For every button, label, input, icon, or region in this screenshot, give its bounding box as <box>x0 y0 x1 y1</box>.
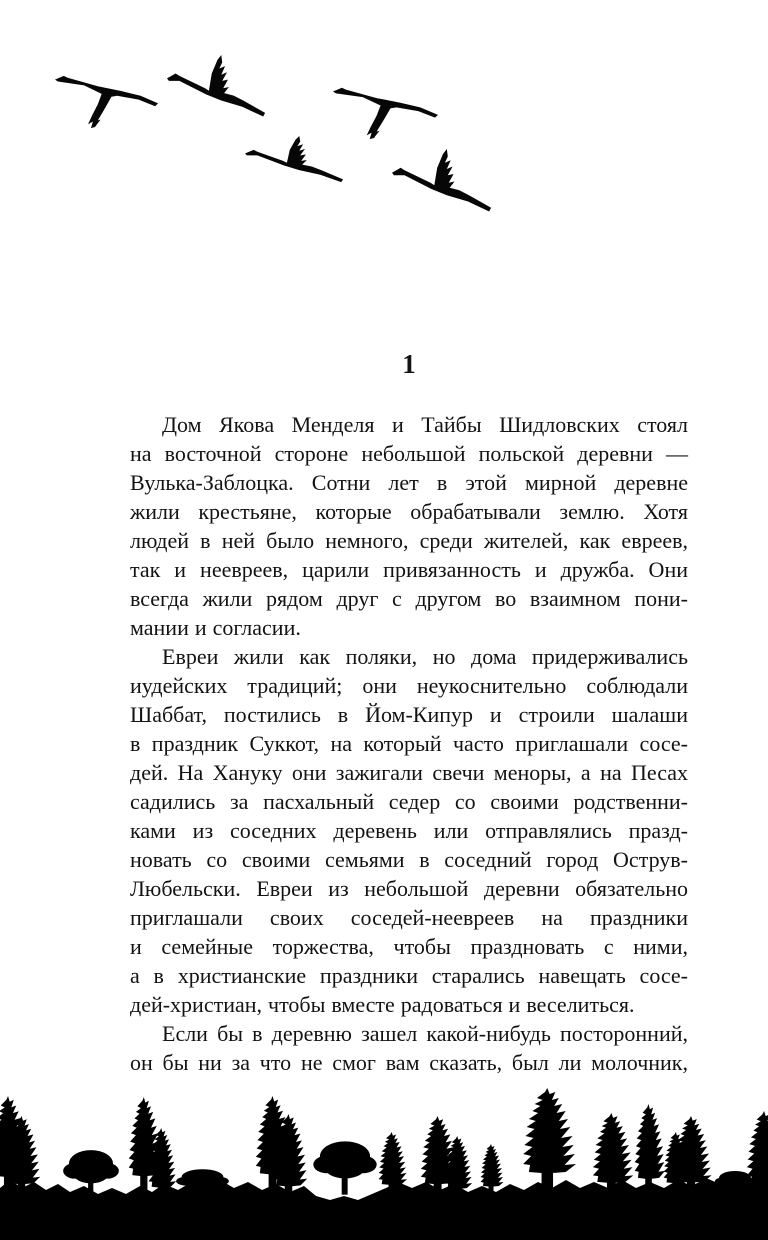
crane-wings-up-icon <box>245 136 345 184</box>
text-line: иудейских традиций; они неукоснительно соблюдали <box>130 673 688 698</box>
undergrowth <box>0 1176 768 1240</box>
crane-wings-up-icon <box>392 149 493 214</box>
text-line: дей-христиан, чтобы вместе радоваться и веселиться. <box>130 992 635 1017</box>
crane-wings-down-icon <box>55 73 160 130</box>
text-line: людей в ней было немного, среди жителей, как евреев, <box>130 528 688 553</box>
text-line: Евреи жили как поляки, но дома придерживались <box>162 644 688 669</box>
text-line: Дом Якова Менделя и Тайбы Шидловских стоял <box>162 412 688 437</box>
text-line: дей. На Хануку они зажигали свечи меноры, а на Песах <box>130 760 688 785</box>
text-line: в праздник Суккот, на который часто приглашали сосе- <box>130 731 688 756</box>
text-line: а в христианские праздники старались навещать сосе- <box>130 963 688 988</box>
text-line: ками из соседних деревень или отправлялись празд- <box>130 818 688 843</box>
text-line: он бы ни за что не смог вам сказать, был ли молочник, <box>130 1050 688 1075</box>
chapter-number: 1 <box>402 349 416 379</box>
text-line: новать со своими семьями в соседний город Острув- <box>130 847 688 872</box>
text-line: Шаббат, постились в Йом-Кипур и строили шалаши <box>130 702 688 727</box>
text-line: жили крестьяне, которые обрабатывали землю. Хотя <box>130 499 688 524</box>
text-line: приглашали своих соседей-неевреев на праздники <box>130 905 688 930</box>
crane-wings-down-icon <box>333 85 440 141</box>
text-line: всегда жили рядом друг с другом во взаимном пони- <box>130 586 688 611</box>
forest-silhouette <box>0 1088 768 1240</box>
text-line: садились за пасхальный седер со своими родственни- <box>130 789 688 814</box>
crane-wings-up-icon <box>167 55 267 119</box>
text-line: Если бы в деревню зашел какой-нибудь посторонний, <box>162 1021 688 1046</box>
text-line: Вулька-Заблоцка. Сотни лет в этой мирной деревне <box>130 470 688 495</box>
text-line: и семейные торжества, чтобы праздновать с ними, <box>130 934 688 959</box>
text-line: так и неевреев, царили привязанность и дружба. Они <box>130 557 688 582</box>
text-line: мании и согласии. <box>130 615 301 640</box>
text-line: на восточной стороне небольшой польской деревни — <box>130 441 688 466</box>
text-line: Любельски. Евреи из небольшой деревни обязательно <box>130 876 688 901</box>
body-text <box>130 410 688 1077</box>
